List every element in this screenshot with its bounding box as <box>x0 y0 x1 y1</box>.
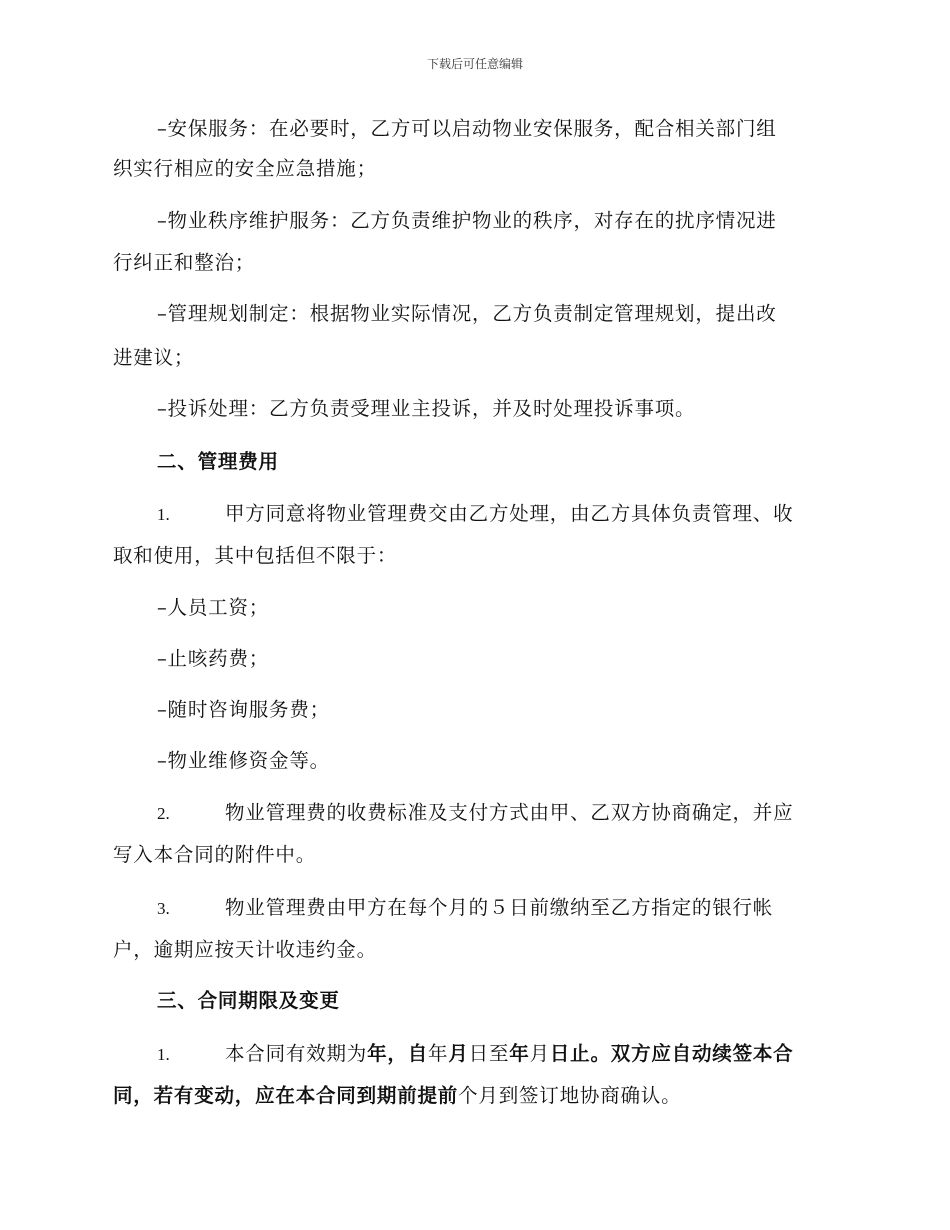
list-item: –止咳药费； <box>157 647 270 670</box>
list-item: –随时咨询服务费； <box>157 698 330 721</box>
item-payment-line2: 户，逾期应按天计收违约金。 <box>113 938 377 961</box>
item-number: 1. <box>157 1045 170 1064</box>
item-fees-line2: 取和使用，其中包括但不限于： <box>113 544 398 567</box>
section-heading-term: 三、合同期限及变更 <box>157 989 340 1012</box>
text-segment-bold: 月 <box>448 1042 469 1065</box>
section-heading-fees: 二、管理费用 <box>157 450 279 473</box>
paragraph-order-line1: –物业秩序维护服务：乙方负责维护物业的秩序，对存在的扰序情况进 <box>157 209 777 232</box>
text-segment: 个月到签订地协商确认。 <box>458 1084 682 1107</box>
list-item: –人员工资； <box>157 596 270 619</box>
item-number: 1. <box>157 505 170 524</box>
item-standard-line2: 写入本合同的附件中。 <box>113 843 317 866</box>
paragraph-complaint: –投诉处理：乙方负责受理业主投诉，并及时处理投诉事项。 <box>157 397 696 420</box>
text-segment-bold: 日止。双方应自动续签本合 <box>549 1042 794 1065</box>
text-segment: 本合同有效期为 <box>225 1042 368 1065</box>
paragraph-planning-line1: –管理规划制定：根据物业实际情况，乙方负责制定管理规划，提出改 <box>157 302 777 325</box>
item-standard-line1: 物业管理费的收费标准及支付方式由甲、乙双方协商确定，并应 <box>225 801 794 824</box>
item-number: 2. <box>157 804 170 823</box>
item-payment-line1: 物业管理费由甲方在每个月的５日前缴纳至乙方指定的银行帐 <box>225 896 774 919</box>
paragraph-order-line2: 行纠正和整治； <box>113 251 256 274</box>
item-number: 3. <box>157 899 170 918</box>
item-term-line2 <box>113 1083 681 1109</box>
item-term-line1 <box>225 1041 793 1067</box>
text-segment-bold: 年 <box>509 1042 530 1065</box>
page-header: 下载后可任意编辑 <box>426 57 523 71</box>
text-segment: 日至 <box>468 1042 510 1065</box>
text-segment-bold: 同，若有变动，应在本合同到期前提前 <box>113 1084 459 1107</box>
text-segment-bold: 年，自 <box>367 1042 429 1065</box>
text-segment: 年 <box>428 1042 449 1065</box>
paragraph-security-line1: –安保服务：在必要时，乙方可以启动物业安保服务，配合相关部门组 <box>157 117 777 140</box>
list-item: –物业维修资金等。 <box>157 749 330 772</box>
paragraph-security-line2: 织实行相应的安全应急措施； <box>113 157 377 180</box>
paragraph-planning-line2: 进建议； <box>113 346 195 369</box>
item-fees-line1: 甲方同意将物业管理费交由乙方处理，由乙方具体负责管理、收 <box>225 502 794 525</box>
text-segment: 月 <box>529 1042 550 1065</box>
